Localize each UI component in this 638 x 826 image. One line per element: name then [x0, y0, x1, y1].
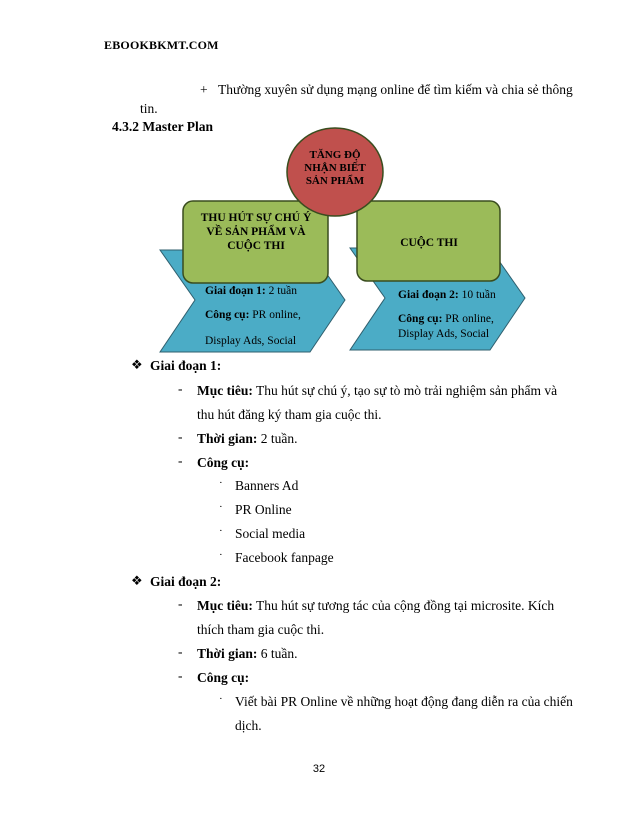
- box-attract-label: [190, 211, 322, 253]
- phase-2-goal-line2: thích tham gia cuộc thi.: [197, 622, 325, 637]
- phase-1-tool-3-dot: ·: [219, 525, 223, 537]
- phase-2-time-value: 6 tuần.: [257, 646, 298, 661]
- box1-line-2: VỀ SẢN PHẨM VÀ: [206, 226, 306, 238]
- phase-1-tool-2: PR Online: [235, 502, 292, 517]
- phase-2-tools-label: Công cụ:: [197, 670, 250, 685]
- phase-1-tool-4: Facebook fanpage: [235, 550, 334, 565]
- phase-2-time-dash: -: [178, 644, 183, 659]
- phase-1-time-label: Thời gian:: [197, 431, 258, 446]
- phase-1-goal-text: Thu hút sự chú ý, tạo sự tò mò trải nghiệm sản phẩm và: [252, 383, 558, 398]
- page-number: 32: [312, 763, 326, 775]
- phase-1-tool-1-dot: ·: [219, 477, 223, 489]
- intro-bullet-marker: +: [200, 82, 208, 97]
- phase-1-tool-2-dot: ·: [219, 501, 223, 513]
- goal-line-1: TĂNG ĐỘ: [309, 149, 361, 161]
- phase-2-goal-text: Thu hút sự tương tác của cộng đồng tại microsite. Kích: [252, 598, 555, 613]
- phase-2-goal-label: Mục tiêu:: [197, 598, 253, 613]
- stage-2-duration: [398, 288, 496, 302]
- stage-1-tool-label: Công cụ:: [205, 309, 250, 321]
- stage-2-tool-label: Công cụ:: [398, 313, 443, 325]
- phase-2-tool-1: Viết bài PR Online về những hoạt động đang diễn ra của chiến: [235, 694, 573, 709]
- stage-1-tools-line2: Display Ads, Social: [205, 335, 297, 347]
- goal-label: [295, 149, 375, 188]
- site-header: EBOOKBKMT.COM: [104, 38, 219, 52]
- phase-1-tool-4-dot: ·: [219, 549, 223, 561]
- phase-1-tool-3: Social media: [235, 526, 306, 541]
- stage-1-label: Giai đoạn 1:: [205, 285, 266, 297]
- phase-1-marker: ❖: [131, 357, 143, 372]
- phase-2-marker: ❖: [131, 573, 143, 588]
- phase-1-title: Giai đoạn 1:: [150, 358, 222, 373]
- box1-line-1: THU HÚT SỰ CHÚ Ý: [200, 212, 312, 224]
- box1-line-3: CUỘC THI: [227, 240, 285, 252]
- stage-2-label: Giai đoạn 2:: [398, 289, 459, 301]
- phase-1-tool-1: Banners Ad: [235, 478, 299, 493]
- phase-1-time-value: 2 tuần.: [257, 431, 298, 446]
- intro-line-1: Thường xuyên sử dụng mạng online để tìm kiếm và chia sẻ thông: [218, 82, 573, 97]
- phase-2-goal-dash: -: [178, 596, 183, 611]
- phase-1-time: [197, 429, 298, 449]
- stage-2-duration-value: 10 tuần: [458, 289, 496, 301]
- phase-2-tools-dash: -: [178, 668, 183, 683]
- stage-2-tools-line2: Display Ads, Social: [398, 328, 490, 340]
- phase-2-tool-1-dot: ·: [219, 693, 223, 705]
- section-title: 4.3.2 Master Plan: [112, 119, 213, 134]
- stage-1-duration: [205, 284, 297, 298]
- intro-line-2: tin.: [140, 101, 158, 116]
- box-contest-label: CUỘC THI: [400, 237, 458, 249]
- stage-1-duration-value: 2 tuần: [265, 285, 298, 297]
- stage-1-tools: [205, 308, 301, 322]
- phase-1-goal-label: Mục tiêu:: [197, 383, 253, 398]
- stage-2-tool-value: PR online,: [442, 313, 494, 325]
- phase-1-goal-dash: -: [178, 381, 183, 396]
- phase-2-title: Giai đoạn 2:: [150, 574, 222, 589]
- phase-1-tools-label: Công cụ:: [197, 455, 250, 470]
- phase-2-tool-1-line2: dịch.: [235, 718, 262, 733]
- phase-1-goal-line2: thu hút đăng ký tham gia cuộc thi.: [197, 407, 382, 422]
- phase-2-time: [197, 644, 298, 664]
- phase-2-goal: [197, 596, 578, 616]
- master-plan-diagram: [0, 0, 638, 360]
- phase-1-tools-dash: -: [178, 453, 183, 468]
- phase-1-goal: [197, 381, 578, 401]
- goal-line-3: SẢN PHẨM: [305, 175, 365, 187]
- phase-2-time-label: Thời gian:: [197, 646, 258, 661]
- phase-1-time-dash: -: [178, 429, 183, 444]
- goal-line-2: NHẬN BIẾT: [304, 162, 366, 174]
- stage-1-tool-value: PR online,: [249, 309, 301, 321]
- stage-2-tools: [398, 312, 494, 326]
